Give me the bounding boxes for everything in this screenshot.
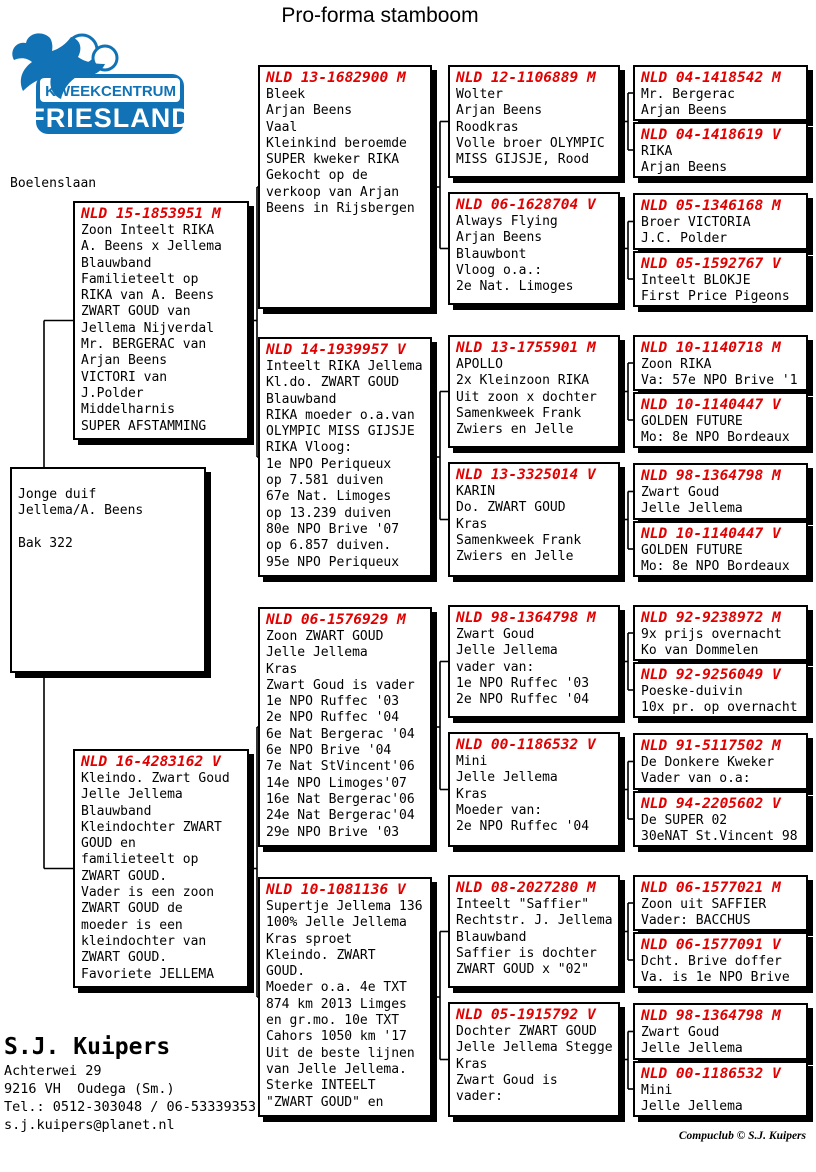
box-text-line: Zwart Goud xyxy=(641,1025,720,1040)
pedigree-box-gg7 xyxy=(633,463,808,520)
box-text-line: Vader van o.a: xyxy=(641,771,751,787)
box-text-line: RIKA van A. Beens xyxy=(81,288,215,304)
box-text-line: Arjan Beens xyxy=(456,103,543,119)
box-text-line: Mo: 8e NPO Bordeaux xyxy=(641,430,790,446)
pedigree-box-gg15 xyxy=(633,1003,808,1060)
pedigree-box-gg4 xyxy=(633,251,808,307)
box-text-line: van Jelle Jellema. xyxy=(266,1061,407,1077)
ring-number: NLD 98-1364798 M xyxy=(641,1008,781,1024)
box-text-line: Beens in Rijsbergen xyxy=(266,201,415,217)
box-text-line: De Donkere Kweker xyxy=(641,755,775,770)
box-text-line: Middelharnis xyxy=(81,402,175,418)
box-text-line: Zwart Goud is vader xyxy=(266,677,415,693)
box-text-line: Familieteelt op xyxy=(81,271,199,287)
box-text-line: 6e NPO Brive '04 xyxy=(266,743,392,759)
ring-number: NLD 00-1186532 V xyxy=(641,1066,781,1082)
box-text-line: Jellema Nijverdal xyxy=(81,320,215,336)
box-text-line: "ZWART GOUD" en xyxy=(266,1094,384,1110)
ring-number: NLD 04-1418542 M xyxy=(641,70,781,86)
box-text-line: Mini xyxy=(456,754,488,769)
box-text-line: Blauwband xyxy=(266,391,337,407)
pedigree-box-g7 xyxy=(448,875,620,988)
box-text-line: Rechtstr. J. Jellema xyxy=(456,913,613,929)
box-text-line: 1e NPO Periqueux xyxy=(266,456,392,472)
pedigree-box-gg1 xyxy=(633,65,808,121)
pedigree-box-gg13 xyxy=(633,875,808,931)
box-text-line: ZWART GOUD x "02" xyxy=(456,962,590,978)
box-text-line: Saffier is dochter xyxy=(456,945,597,961)
logo-kweekcentrum-label: KWEEKCENTRUM xyxy=(45,83,176,100)
box-text-line: Samenkweek Frank xyxy=(456,532,582,548)
box-text-line: Zoon RIKA xyxy=(641,357,712,372)
box-text-line: Samenkweek Frank xyxy=(456,405,582,421)
ring-number: NLD 16-4283162 V xyxy=(81,754,221,770)
box-text-line: Vader is een zoon xyxy=(81,885,215,901)
box-text-line: Zwart Goud is xyxy=(456,1072,558,1088)
pedigree-box-g6 xyxy=(448,732,620,847)
ring-number: NLD 06-1576929 M xyxy=(266,612,406,628)
box-text-line: verkoop van Arjan xyxy=(266,184,400,200)
pedigree-box-gg12 xyxy=(633,791,808,847)
pedigree-box-father xyxy=(73,201,249,440)
pedigree-box-root xyxy=(10,467,206,673)
box-text-line: A. Beens x Jellema xyxy=(81,239,222,255)
box-text-line: Gekocht op de xyxy=(266,168,368,184)
ring-number: NLD 94-2205602 V xyxy=(641,796,781,812)
box-text-line: 67e Nat. Limoges xyxy=(266,489,392,505)
ring-number: NLD 13-1682900 M xyxy=(266,70,406,86)
box-text-line: Jelle Jellema Stegge xyxy=(456,1040,613,1056)
box-text-line: Jellema/A. Beens xyxy=(18,503,144,519)
box-text-line: Cahors 1050 km '17 xyxy=(266,1029,407,1045)
pedigree-box-g5 xyxy=(448,605,620,718)
box-text-line: Bak 322 xyxy=(18,535,73,551)
pedigree-box-p1 xyxy=(258,65,432,309)
box-text-line: 874 km 2013 Limges xyxy=(266,996,407,1012)
box-text-line: 24e Nat Bergerac'04 xyxy=(266,808,415,824)
box-text-line: Blauwband xyxy=(81,255,152,271)
box-text-line: 2e NPO Ruffec '04 xyxy=(456,692,590,708)
box-text-line: 16e Nat Bergerac'06 xyxy=(266,791,415,807)
box-text-line: 10x pr. op overnacht xyxy=(641,700,798,716)
box-text-line: 2x Kleinzoon RIKA xyxy=(456,373,590,389)
box-text-line: Dcht. Brive doffer xyxy=(641,954,782,969)
pedigree-box-gg14 xyxy=(633,932,808,988)
box-text-line: Blauwband xyxy=(456,929,527,945)
box-text-line: RIKA xyxy=(641,144,673,159)
box-text-line: GOUD. xyxy=(266,964,306,980)
box-text-line: 1e NPO Ruffec '03 xyxy=(456,675,590,691)
pedigree-box-g2 xyxy=(448,192,620,305)
pedigree-box-gg10 xyxy=(633,662,808,718)
box-text-line: 29e NPO Brive '03 xyxy=(266,824,400,840)
box-text-line: VICTORI van xyxy=(81,369,168,385)
box-text-line: Jelle Jellema xyxy=(81,787,183,803)
box-text-line: Mr. BERGERAC van xyxy=(81,337,207,353)
box-text-line: Ko van Dommelen xyxy=(641,643,759,659)
ring-number: NLD 10-1140447 V xyxy=(641,397,781,413)
box-text-line: Jelle Jellema xyxy=(456,770,558,786)
box-text-line: Bleek xyxy=(266,87,306,102)
pedigree-box-g1 xyxy=(448,65,620,178)
box-text-line: Kleindochter ZWART xyxy=(81,819,222,835)
box-text-line: Kras xyxy=(456,1056,488,1072)
box-text-line: Zoon Inteelt RIKA xyxy=(81,223,215,238)
box-text-line: en gr.mo. 10e TXT xyxy=(266,1013,400,1029)
box-text-line: ZWART GOUD. xyxy=(81,950,168,966)
pedigree-box-p3 xyxy=(258,607,432,847)
box-text-line: 100% Jelle Jellema xyxy=(266,915,407,931)
box-text-line: Jelle Jellema xyxy=(641,501,743,517)
box-text-line: 2e NPO Ruffec '04 xyxy=(456,819,590,835)
box-text-line: ZWART GOUD de xyxy=(81,901,183,917)
box-text-line: Favoriete JELLEMA xyxy=(81,966,215,982)
box-text-line: Uit zoon x dochter xyxy=(456,389,597,405)
location-label: Boelenslaan xyxy=(10,176,97,191)
box-text-line: Volle broer OLYMPIC xyxy=(456,135,605,151)
ring-number: NLD 04-1418619 V xyxy=(641,127,781,143)
box-text-line: Mo: 8e NPO Bordeaux xyxy=(641,559,790,575)
box-text-line: op 7.581 duiven xyxy=(266,473,384,489)
box-text-line: Jelle Jellema xyxy=(641,1041,743,1057)
box-text-line: Uit de beste lijnen xyxy=(266,1045,415,1061)
pedigree-box-gg8 xyxy=(633,521,808,577)
box-text-line: Blauwband xyxy=(81,803,152,819)
box-text-line: 6e Nat Bergerac '04 xyxy=(266,726,415,742)
box-text-line: Kras xyxy=(456,516,488,532)
box-text-line: Zwart Goud xyxy=(456,627,535,642)
box-text-line: 2e NPO Ruffec '04 xyxy=(266,710,400,726)
box-text-line: Kleindo. ZWART xyxy=(266,947,376,963)
box-text-line: Zwiers en Jelle xyxy=(456,549,574,565)
box-text-line: 80e NPO Brive '07 xyxy=(266,521,400,537)
box-text-line: APOLLO xyxy=(456,357,503,372)
box-text-line: Kras xyxy=(456,786,488,802)
box-text-line: Kleindo. Zwart Goud xyxy=(81,771,230,786)
box-text-line: Mini xyxy=(641,1083,673,1098)
ring-number: NLD 10-1081136 V xyxy=(266,882,406,898)
ring-number: NLD 05-1592767 V xyxy=(641,256,781,272)
box-text-line: 1e NPO Ruffec '03 xyxy=(266,694,400,710)
compuclub-credit: Compuclub © S.J. Kuipers xyxy=(678,1130,806,1142)
box-text-line: op 13.239 duiven xyxy=(266,505,392,521)
box-text-line: Kras xyxy=(266,661,298,677)
box-text-line: 2e Nat. Limoges xyxy=(456,279,574,295)
box-text-line: OLYMPIC MISS GIJSJE xyxy=(266,424,415,440)
box-text-line: Arjan Beens xyxy=(266,103,353,119)
ring-number: NLD 13-3325014 V xyxy=(456,467,596,483)
box-text-line: Inteelt RIKA Jellema xyxy=(266,359,423,374)
pedigree-box-p2 xyxy=(258,337,432,577)
page-title: Pro-forma stamboom xyxy=(281,4,479,27)
ring-number: NLD 91-5117502 M xyxy=(641,738,781,754)
box-text-line: RIKA moeder o.a.van xyxy=(266,407,415,423)
box-text-line: vader: xyxy=(456,1089,503,1105)
ring-number: NLD 05-1346168 M xyxy=(641,198,781,214)
box-text-line: GOLDEN FUTURE xyxy=(641,543,743,558)
box-text-line: Vloog o.a.: xyxy=(456,262,543,278)
box-text-line: Arjan Beens xyxy=(641,103,728,119)
box-text-line: Wolter xyxy=(456,87,503,102)
ring-number: NLD 06-1628704 V xyxy=(456,197,596,213)
box-text-line: De SUPER 02 xyxy=(641,813,728,828)
box-text-line: Kras sproet xyxy=(266,931,353,947)
box-text-line: GOLDEN FUTURE xyxy=(641,414,743,429)
box-text-line: ZWART GOUD. xyxy=(81,868,168,884)
box-text-line: familieteelt op xyxy=(81,852,199,868)
box-text-line: KARIN xyxy=(456,484,496,499)
owner-name: S.J. Kuipers xyxy=(4,1034,171,1060)
box-text-line: First Price Pigeons xyxy=(641,289,790,305)
box-text-line: Moeder o.a. 4e TXT xyxy=(266,980,407,996)
box-text-line: MISS GIJSJE, Rood xyxy=(456,152,590,168)
ring-number: NLD 98-1364798 M xyxy=(456,610,596,626)
box-text-line: RIKA Vloog: xyxy=(266,440,353,456)
box-text-line: Arjan Beens xyxy=(456,230,543,246)
box-text-line: GOUD en xyxy=(81,836,136,852)
pedigree-box-gg6 xyxy=(633,392,808,448)
ring-number: NLD 06-1577091 V xyxy=(641,937,781,953)
box-text-line: Zwart Goud xyxy=(641,485,720,500)
box-text-line: Moeder van: xyxy=(456,802,543,818)
ring-number: NLD 15-1853951 M xyxy=(81,206,221,222)
owner-city: 9216 VH Oudega (Sm.) xyxy=(4,1081,175,1097)
ring-number: NLD 13-1755901 M xyxy=(456,340,596,356)
box-text-line: op 6.857 duiven. xyxy=(266,538,392,554)
box-text-line: vader van: xyxy=(456,659,535,675)
box-text-line: SUPER AFSTAMMING xyxy=(81,418,207,434)
box-text-line: Do. ZWART GOUD xyxy=(456,500,566,516)
ring-number: NLD 05-1915792 V xyxy=(456,1007,596,1023)
box-text-line: 7e Nat StVincent'06 xyxy=(266,759,415,775)
pedigree-box-p4 xyxy=(258,877,432,1117)
box-text-line: Vader: BACCHUS xyxy=(641,913,751,929)
pedigree-box-gg3 xyxy=(633,193,808,250)
pedigree-box-gg9 xyxy=(633,605,808,661)
box-text-line: 9x prijs overnacht xyxy=(641,627,782,642)
pedigree-box-gg2 xyxy=(633,122,808,178)
box-text-line: Jelle Jellema xyxy=(641,1099,743,1115)
owner-email: s.j.kuipers@planet.nl xyxy=(4,1117,175,1133)
box-text-line: Poeske-duivin xyxy=(641,684,743,699)
box-text-line: Blauwbont xyxy=(456,246,527,262)
logo-friesland-label: FRIESLAND xyxy=(28,103,191,133)
box-text-line: kleindochter van xyxy=(81,933,207,949)
box-text-line: Va. is 1e NPO Brive xyxy=(641,970,790,986)
ring-number: NLD 12-1106889 M xyxy=(456,70,596,86)
owner-address: Achterwei 29 xyxy=(4,1063,102,1079)
box-text-line: Supertje Jellema 136 xyxy=(266,899,423,914)
ring-number: NLD 92-9238972 M xyxy=(641,610,781,626)
box-text-line: Zwiers en Jelle xyxy=(456,422,574,438)
ring-number: NLD 00-1186532 V xyxy=(456,737,596,753)
box-text-line: 30eNAT St.Vincent 98 xyxy=(641,829,798,845)
ring-number: NLD 08-2027280 M xyxy=(456,880,596,896)
ring-number: NLD 10-1140447 V xyxy=(641,526,781,542)
box-text-line: Dochter ZWART GOUD xyxy=(456,1024,597,1039)
box-text-line: Mr. Bergerac xyxy=(641,87,735,102)
box-text-line: Jelle Jellema xyxy=(266,645,368,661)
ring-number: NLD 98-1364798 M xyxy=(641,468,781,484)
box-text-line: ZWART GOUD van xyxy=(81,304,191,320)
box-text-line: 14e NPO Limoges'07 xyxy=(266,775,407,791)
box-text-line: Jonge duif xyxy=(18,487,97,502)
pedigree-box-mother xyxy=(73,749,249,988)
box-text-line: J.Polder xyxy=(81,385,144,401)
box-text-line: Jelle Jellema xyxy=(456,643,558,659)
box-text-line: Sterke INTEELT xyxy=(266,1078,376,1094)
box-text-line: Arjan Beens xyxy=(641,160,728,176)
owner-phone: Tel.: 0512-303048 / 06-53339353 xyxy=(4,1099,256,1115)
box-text-line: Always Flying xyxy=(456,214,558,229)
box-text-line: Kl.do. ZWART GOUD xyxy=(266,375,400,391)
box-text-line: Zoon uit SAFFIER xyxy=(641,897,767,912)
box-text-line: Vaal xyxy=(266,119,298,135)
pedigree-box-gg5 xyxy=(633,335,808,391)
pedigree-box-g8 xyxy=(448,1002,620,1117)
box-text-line: Va: 57e NPO Brive '1 xyxy=(641,373,798,389)
box-text-line: Broer VICTORIA xyxy=(641,215,751,230)
ring-number: NLD 06-1577021 M xyxy=(641,880,781,896)
box-text-line: Arjan Beens xyxy=(81,353,168,369)
box-text-line: J.C. Polder xyxy=(641,231,728,247)
ring-number: NLD 92-9256049 V xyxy=(641,667,781,683)
box-text-line: moeder is een xyxy=(81,917,183,933)
box-text-line: Zoon ZWART GOUD xyxy=(266,629,384,644)
pedigree-box-gg16 xyxy=(633,1061,808,1117)
ring-number: NLD 14-1939957 V xyxy=(266,342,406,358)
box-text-line xyxy=(18,520,200,536)
pedigree-box-g3 xyxy=(448,335,620,448)
pedigree-box-g4 xyxy=(448,462,620,577)
ring-number: NLD 10-1140718 M xyxy=(641,340,781,356)
box-text-line: Kleinkind beroemde xyxy=(266,135,407,151)
box-text-line: SUPER kweker RIKA xyxy=(266,152,400,168)
box-text-line: 95e NPO Periqueux xyxy=(266,554,400,570)
box-text-line: Inteelt "Saffier" xyxy=(456,897,590,912)
box-text-line: Inteelt BLOKJE xyxy=(641,273,751,288)
pedigree-box-gg11 xyxy=(633,733,808,790)
box-text-line: Roodkras xyxy=(456,119,519,135)
